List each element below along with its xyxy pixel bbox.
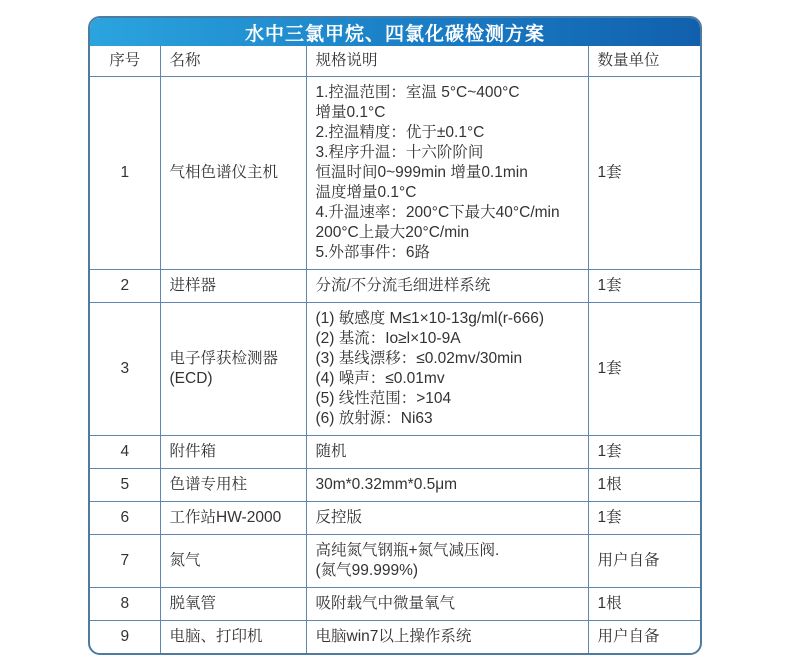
table-row [90,502,700,535]
item-name-cell: 附件箱 [160,436,306,469]
row-index-cell: 3 [90,303,160,436]
col-header-index: 序号 [90,46,160,77]
item-qty-cell: 1套 [588,502,700,535]
table-row [90,535,700,588]
item-spec-cell: 高纯氮气钢瓶+氮气减压阀. (氮气99.999%) [306,535,588,588]
item-name-cell: 进样器 [160,270,306,303]
row-index-cell: 2 [90,270,160,303]
col-header-spec: 规格说明 [306,46,588,77]
item-qty-cell: 用户自备 [588,621,700,654]
table-row [90,588,700,621]
table-body [90,77,700,654]
table-title: 水中三氯甲烷、四氯化碳检测方案 [90,18,700,46]
item-spec-cell: 30m*0.32mm*0.5μm [306,469,588,502]
table-row [90,621,700,654]
item-qty-cell: 1套 [588,270,700,303]
item-name-cell: 氮气 [160,535,306,588]
col-header-name: 名称 [160,46,306,77]
item-qty-cell: 1套 [588,77,700,270]
item-qty-cell: 1套 [588,436,700,469]
table-row [90,270,700,303]
row-index-cell: 5 [90,469,160,502]
item-qty-cell: 1套 [588,303,700,436]
row-index-cell: 4 [90,436,160,469]
table-row [90,77,700,270]
header-row [90,46,700,77]
item-qty-cell: 用户自备 [588,535,700,588]
item-spec-cell: 1.控温范围：室温 5°C~400°C 增量0.1°C 2.控温精度：优于±0.1°C 3.程序升温：十六阶阶间 恒温时间0~999min 增量0.1min 温度增量0.1°C 4.升温速率：200°C下最大40°C/min 200°C上最大20°C/min 5.外部事件：6路 [306,77,588,270]
table-row [90,303,700,436]
item-qty-cell: 1根 [588,469,700,502]
row-index-cell: 9 [90,621,160,654]
item-qty-cell: 1根 [588,588,700,621]
row-index-cell: 1 [90,77,160,270]
item-spec-cell: 电脑win7以上操作系统 [306,621,588,654]
row-index-cell: 8 [90,588,160,621]
item-name-cell: 工作站HW-2000 [160,502,306,535]
item-name-cell: 气相色谱仪主机 [160,77,306,270]
item-name-cell: 色谱专用柱 [160,469,306,502]
item-spec-cell: 随机 [306,436,588,469]
col-header-qty: 数量单位 [588,46,700,77]
item-name-cell: 电子俘获检测器 (ECD) [160,303,306,436]
detection-plan-table-card [88,16,702,655]
item-spec-cell: 吸附载气中微量氧气 [306,588,588,621]
table-row [90,436,700,469]
item-spec-cell: 反控版 [306,502,588,535]
table-row [90,469,700,502]
item-name-cell: 脱氧管 [160,588,306,621]
item-spec-cell: (1) 敏感度 M≤1×10-13g/ml(r-666) (2) 基流：Io≥l×10-9A (3) 基线漂移：≤0.02mv/30min (4) 噪声：≤0.01mv (5) 线性范围：>104 (6) 放射源：Ni63 [306,303,588,436]
row-index-cell: 6 [90,502,160,535]
row-index-cell: 7 [90,535,160,588]
spec-table [90,46,700,653]
item-name-cell: 电脑、打印机 [160,621,306,654]
item-spec-cell: 分流/不分流毛细进样系统 [306,270,588,303]
